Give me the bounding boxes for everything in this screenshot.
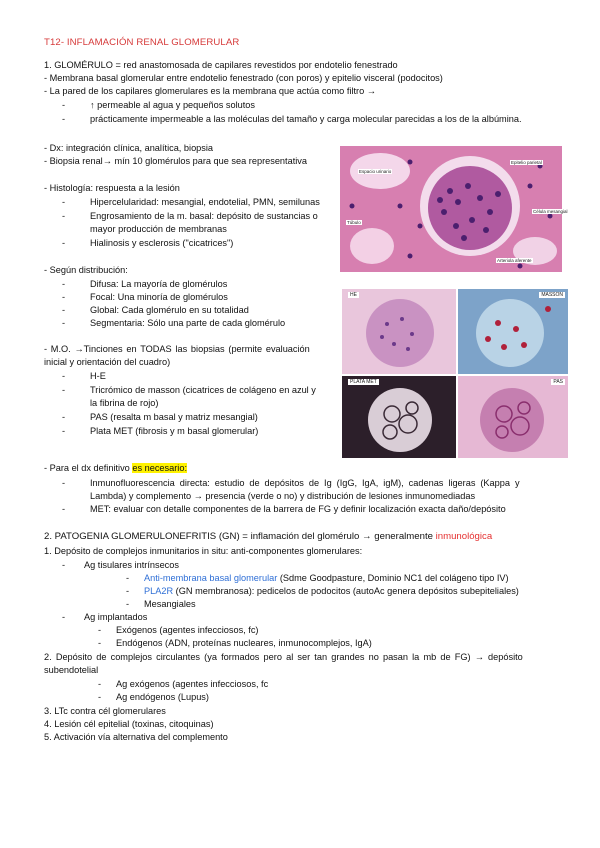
dash: -	[98, 692, 102, 702]
masson-stain-illustration	[458, 289, 568, 374]
list-item: Ag tisulares intrínsecos	[84, 560, 179, 570]
dash: -	[62, 478, 66, 488]
label-urinary-space: Espacio urinario	[359, 169, 392, 174]
list-item: la fibrina de rojo)	[90, 398, 159, 408]
stain-label-masson: MASSON	[541, 292, 563, 298]
blue-text: PLA2R	[144, 586, 174, 596]
text-line: 3. LTc contra cél glomerulares	[44, 706, 166, 716]
masson-stain-image	[458, 289, 568, 374]
list-item: Focal: Una minoría de glomérulos	[90, 292, 228, 302]
blue-text: Anti-membrana basal glomerular	[144, 573, 278, 583]
dash: -	[62, 612, 66, 622]
text-line: - Según distribución:	[44, 265, 128, 275]
text-line: - Histología: respuesta a la lesión	[44, 183, 180, 193]
list-item: Endógenos (ADN, proteínas nucleares, inmunocomplejos, IgA)	[116, 638, 372, 648]
list-item: Engrosamiento de la m. basal: depósito de sustancias o	[90, 211, 318, 221]
text-line: - Dx: integración clínica, analítica, biopsia	[44, 143, 214, 153]
label-parietal-epithelium: Epitelio parietal	[511, 160, 542, 165]
list-item: Segmentaria: Sólo una parte de cada glomérulo	[90, 318, 286, 328]
pas-stain-illustration	[458, 376, 568, 458]
list-item: Exógenos (agentes infecciosos, fc)	[116, 625, 259, 635]
dash: -	[98, 625, 102, 635]
list-item: Plata MET (fibrosis y m basal glomerular)	[90, 426, 259, 436]
list-item	[144, 572, 509, 584]
text-line: - Biopsia renal→ mín 10 glomérulos para que sea representativa	[44, 156, 308, 166]
text-line: 1. Depósito de complejos inmunitarios in situ: anti-componentes glomerulares:	[44, 546, 363, 556]
list-item: H-E	[90, 371, 106, 381]
list-item: Ag endógenos (Lupus)	[116, 692, 209, 702]
list-item: MET: evaluar con detalle componentes de la barrera de FG y definir localización exacta daño/depósito	[90, 504, 506, 514]
list-item: mayor producción de membranas	[90, 224, 227, 234]
highlighted-text: es necesario:	[132, 463, 188, 473]
text-line: inicial y orientación del cuadro)	[44, 357, 171, 367]
dash: -	[62, 371, 66, 381]
list-item: Global: Cada glomérulo en su totalidad	[90, 305, 249, 315]
text-line: 2. Depósito de complejos circulantes (ya formados pero al ser tan grandes no pasan la mb de FG) → depósito	[44, 652, 523, 662]
text-span: (GN membranosa): pedicelos de podocitos (autoAc genera depósitos subepiteliales)	[173, 586, 519, 596]
silver-stain-image	[342, 376, 456, 458]
pas-stain-image	[458, 376, 568, 458]
dash: -	[62, 305, 66, 315]
list-item: prácticamente impermeable a las moléculas del tamaño y carga molecular parecidas a los de la albúmina.	[90, 114, 522, 124]
list-item: Difusa: La mayoría de glomérulos	[90, 279, 228, 289]
dash: -	[62, 292, 66, 302]
stain-label-he: HE	[350, 292, 357, 298]
list-item: Lambda) y complemento → presencia (verde o no) y distribución de lesiones inmunomediadas	[90, 491, 476, 501]
he-stain-image	[342, 289, 456, 374]
dash: -	[62, 318, 66, 328]
text-span: 2. PATOGENIA GLOMERULONEFRITIS (GN) = inflamación del glomérulo → generalmente	[44, 531, 436, 542]
dash: -	[62, 385, 66, 395]
text-span: (Sdme Goodpasture, Dominio NC1 del colágeno tipo IV)	[277, 573, 509, 583]
dash: -	[62, 100, 66, 110]
list-item: Mesangiales	[144, 599, 196, 609]
list-item	[144, 585, 519, 597]
list-item: Hipercelularidad: mesangial, endotelial, PMN, semilunas	[90, 197, 320, 207]
section2-heading	[44, 531, 492, 543]
dash: -	[126, 586, 130, 596]
dash: -	[62, 426, 66, 436]
list-item: Inmunofluorescencia directa: estudio de depósitos de Ig (IgG, IgA, igM), cadenas ligeras (Kappa y	[90, 478, 520, 488]
text-line: - La pared de los capilares glomerulares es la membrana que actúa como filtro →	[44, 86, 376, 96]
list-item: PAS (resalta m basal y matriz mesangial)	[90, 412, 258, 422]
label-mesangial-cell: Célula mesangial	[533, 209, 568, 214]
dash: -	[62, 114, 66, 124]
list-item: Ag implantados	[84, 612, 148, 622]
label-afferent-arteriole: Arteriola aferente	[497, 258, 532, 263]
dash: -	[126, 573, 130, 583]
silver-stain-illustration	[342, 376, 456, 458]
dash: -	[62, 238, 66, 248]
dash: -	[62, 504, 66, 514]
label-tubule: Túbulo	[347, 220, 361, 225]
dash: -	[126, 599, 130, 609]
text-line: - Membrana basal glomerular entre endotelio fenestrado (con poros) y epitelio visceral (podocitos)	[44, 73, 443, 83]
dash: -	[62, 197, 66, 207]
text-line: 5. Activación vía alternativa del complemento	[44, 732, 228, 742]
list-item: Ag exógenos (agentes infecciosos, fc	[116, 679, 269, 689]
dash: -	[62, 211, 66, 221]
dash: -	[62, 279, 66, 289]
page-title: T12- INFLAMACIÓN RENAL GLOMERULAR	[44, 37, 240, 48]
dash: -	[62, 560, 66, 570]
list-item: ↑ permeable al agua y pequeños solutos	[90, 100, 255, 110]
list-item: Hialinosis y esclerosis ("cicatrices")	[90, 238, 234, 248]
text-line: subendotelial	[44, 665, 99, 675]
dash: -	[98, 638, 102, 648]
list-item: Tricrómico de masson (cicatrices de colágeno en azul y	[90, 385, 316, 395]
stain-label-plata: PLATA MET	[350, 379, 377, 385]
glomerulus-histology-image	[340, 146, 568, 272]
section1-heading: 1. GLOMÉRULO = red anastomosada de capilares revestidos por endotelio fenestrado	[44, 60, 398, 70]
red-text: inmunológica	[435, 531, 493, 542]
text-span: - Para el dx definitivo	[44, 463, 133, 473]
stain-label-pas: PAS	[553, 379, 563, 385]
text-line: 4. Lesión cél epitelial (toxinas, citoquinas)	[44, 719, 214, 729]
dash: -	[62, 412, 66, 422]
he-stain-illustration	[342, 289, 456, 374]
dash: -	[98, 679, 102, 689]
text-line: - M.O. →Tinciones en TODAS las biopsias (permite evaluación	[44, 344, 310, 354]
text-line	[44, 462, 187, 474]
